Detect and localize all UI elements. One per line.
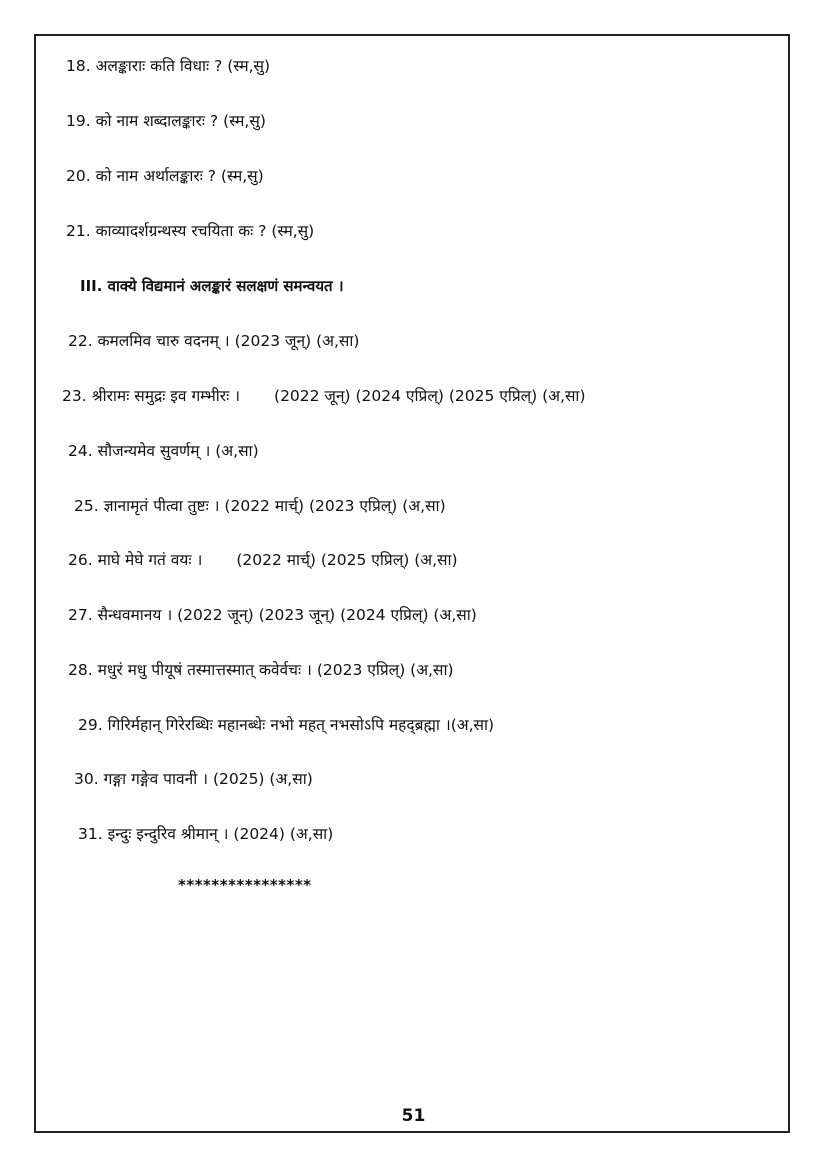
question-number: 25. (74, 497, 99, 515)
question-number: 20. (66, 167, 91, 185)
question-text: सैन्धवमानय । (2022 जून्) (2023 जून्) (2024 एप्रिल्) (अ,सा) (97, 606, 477, 624)
separator-stars: **************** (178, 876, 312, 894)
question-number: 28. (68, 661, 93, 679)
question-text: गिरिर्महान् गिरेरब्धिः महानब्धेः नभो महत् नभसोऽपि महद्ब्रह्मा ।(अ,सा) (107, 716, 495, 734)
question-18 (66, 56, 270, 76)
question-text: गङ्गा गङ्गेव पावनी । (2025) (अ,सा) (103, 770, 313, 788)
question-years: (2022 जून्) (2024 एप्रिल्) (2025 एप्रिल्) (अ,सा) (274, 387, 586, 405)
question-30 (74, 769, 313, 789)
question-number: 31. (78, 825, 103, 843)
question-number: 18. (66, 57, 91, 75)
question-28 (68, 660, 454, 680)
question-19 (66, 111, 266, 131)
question-23 (62, 386, 586, 406)
question-text: सौजन्यमेव सुवर्णम् । (अ,सा) (97, 442, 259, 460)
question-24 (68, 441, 259, 461)
question-number: 24. (68, 442, 93, 460)
question-text: को नाम अर्थालङ्कारः ? (स्म,सु) (95, 167, 264, 185)
question-29 (78, 715, 494, 735)
question-number: 22. (68, 332, 93, 350)
page-number: 51 (401, 1106, 426, 1126)
question-text: श्रीरामः समुद्रः इव गम्भीरः । (91, 387, 241, 405)
question-text: मधुरं मधु पीयूषं तस्मात्तस्मात् कवेर्वचः । (2023 एप्रिल्) (अ,सा) (97, 661, 454, 679)
question-text: कमलमिव चारु वदनम् । (2023 जून्) (अ,सा) (97, 332, 360, 350)
question-text: माघे मेघे गतं वयः । (97, 551, 203, 569)
question-number: 23. (62, 387, 87, 405)
question-text: काव्यादर्शग्रन्थस्य रचयिता कः ? (स्म,सु) (95, 222, 315, 240)
question-26 (68, 550, 458, 570)
question-31 (78, 824, 333, 844)
question-number: 27. (68, 606, 93, 624)
question-22 (68, 331, 359, 351)
question-text: अलङ्काराः कति विधाः ? (स्म,सु) (95, 57, 271, 75)
question-number: 21. (66, 222, 91, 240)
question-text: को नाम शब्दालङ्कारः ? (स्म,सु) (95, 112, 266, 130)
question-21 (66, 221, 314, 241)
question-years: (2022 मार्च्) (2025 एप्रिल्) (अ,सा) (236, 551, 458, 569)
section-heading: III. वाक्ये विद्यमानं अलङ्कारं सलक्षणं समन्वयत । (80, 277, 344, 295)
question-number: 29. (78, 716, 103, 734)
question-25 (74, 496, 446, 516)
question-20 (66, 166, 264, 186)
question-text: इन्दुः इन्दुरिव श्रीमान् । (2024) (अ,सा) (107, 825, 334, 843)
question-27 (68, 605, 477, 625)
question-number: 19. (66, 112, 91, 130)
question-number: 30. (74, 770, 99, 788)
question-text: ज्ञानामृतं पीत्वा तुष्टः । (2022 मार्च्) (2023 एप्रिल्) (अ,सा) (103, 497, 446, 515)
question-number: 26. (68, 551, 93, 569)
page-border (34, 34, 790, 1133)
